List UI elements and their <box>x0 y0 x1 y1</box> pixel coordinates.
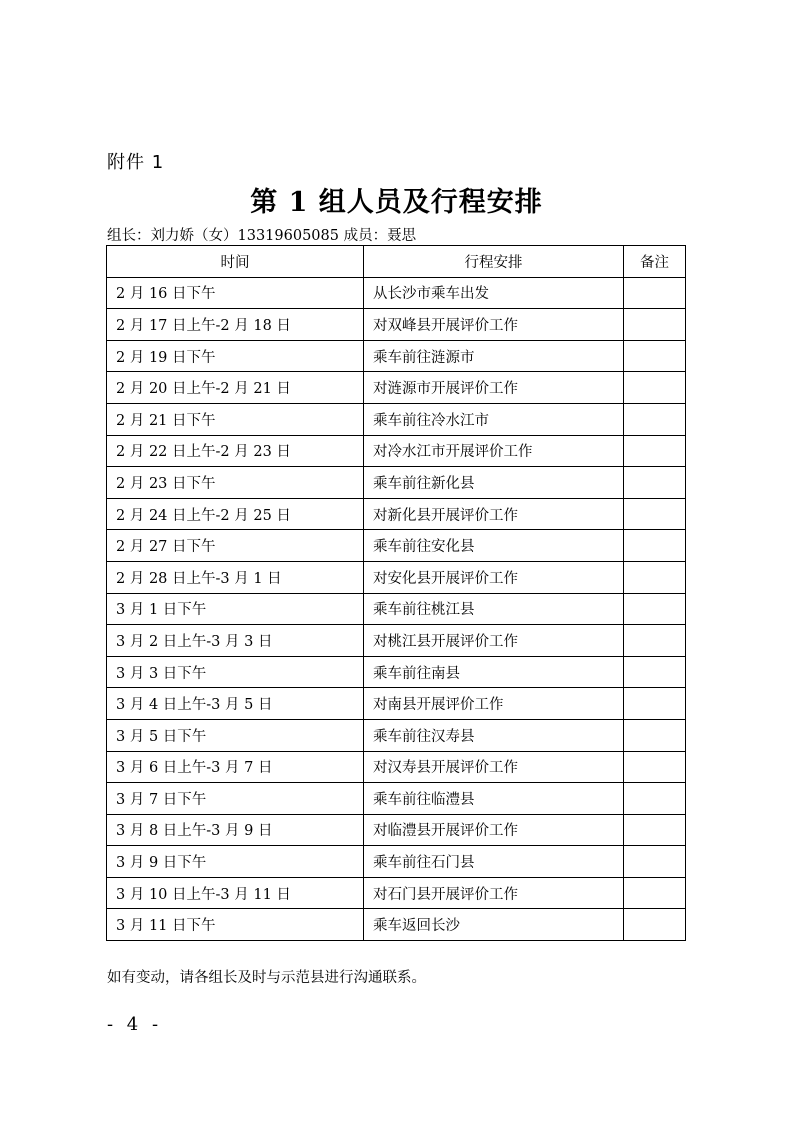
header-remarks: 备注 <box>624 246 686 278</box>
group-members-line: 组长：刘力娇（女）13319605085 成员：聂思 <box>107 228 417 244</box>
table-row <box>107 656 686 688</box>
cell-remarks <box>624 530 686 562</box>
cell-itinerary: 乘车前往汉寿县 <box>364 719 624 751</box>
cell-itinerary: 对桃江县开展评价工作 <box>364 625 624 657</box>
cell-remarks <box>624 846 686 878</box>
cell-itinerary: 对南县开展评价工作 <box>364 688 624 720</box>
cell-itinerary: 对冷水江市开展评价工作 <box>364 435 624 467</box>
cell-remarks <box>624 309 686 341</box>
header-time: 时间 <box>107 246 364 278</box>
attachment-label: 附件 1 <box>107 152 165 173</box>
table-row <box>107 625 686 657</box>
cell-time: 2 月 20 日上午-2 月 21 日 <box>107 372 364 404</box>
schedule-table <box>106 245 686 941</box>
cell-time: 3 月 1 日下午 <box>107 593 364 625</box>
cell-remarks <box>624 561 686 593</box>
table-header-row <box>107 246 686 278</box>
cell-time: 3 月 11 日下午 <box>107 909 364 941</box>
cell-remarks <box>624 688 686 720</box>
cell-remarks <box>624 593 686 625</box>
table-row <box>107 719 686 751</box>
footnote: 如有变动，请各组长及时与示范县进行沟通联系。 <box>107 970 426 986</box>
cell-remarks <box>624 467 686 499</box>
cell-itinerary: 乘车前往临澧县 <box>364 783 624 815</box>
cell-itinerary: 乘车前往桃江县 <box>364 593 624 625</box>
cell-time: 2 月 22 日上午-2 月 23 日 <box>107 435 364 467</box>
cell-itinerary: 乘车前往安化县 <box>364 530 624 562</box>
cell-time: 2 月 24 日上午-2 月 25 日 <box>107 498 364 530</box>
table-row <box>107 593 686 625</box>
cell-remarks <box>624 435 686 467</box>
cell-time: 3 月 2 日上午-3 月 3 日 <box>107 625 364 657</box>
cell-itinerary: 乘车前往新化县 <box>364 467 624 499</box>
cell-itinerary: 对涟源市开展评价工作 <box>364 372 624 404</box>
cell-itinerary: 从长沙市乘车出发 <box>364 277 624 309</box>
page-number: - 4 - <box>107 1014 163 1035</box>
cell-itinerary: 乘车前往南县 <box>364 656 624 688</box>
table-row <box>107 783 686 815</box>
cell-time: 3 月 7 日下午 <box>107 783 364 815</box>
table-row <box>107 530 686 562</box>
cell-remarks <box>624 751 686 783</box>
cell-itinerary: 乘车前往冷水江市 <box>364 403 624 435</box>
cell-remarks <box>624 783 686 815</box>
table-row <box>107 877 686 909</box>
cell-remarks <box>624 372 686 404</box>
table-row <box>107 435 686 467</box>
cell-remarks <box>624 277 686 309</box>
cell-itinerary: 乘车前往石门县 <box>364 846 624 878</box>
table-row <box>107 403 686 435</box>
cell-time: 3 月 6 日上午-3 月 7 日 <box>107 751 364 783</box>
cell-time: 2 月 23 日下午 <box>107 467 364 499</box>
cell-itinerary: 对石门县开展评价工作 <box>364 877 624 909</box>
table-row <box>107 277 686 309</box>
cell-remarks <box>624 814 686 846</box>
cell-itinerary: 对安化县开展评价工作 <box>364 561 624 593</box>
cell-time: 2 月 17 日上午-2 月 18 日 <box>107 309 364 341</box>
cell-time: 2 月 19 日下午 <box>107 340 364 372</box>
cell-itinerary: 对新化县开展评价工作 <box>364 498 624 530</box>
cell-itinerary: 对临澧县开展评价工作 <box>364 814 624 846</box>
cell-remarks <box>624 909 686 941</box>
header-itinerary: 行程安排 <box>364 246 624 278</box>
cell-time: 3 月 9 日下午 <box>107 846 364 878</box>
table-row <box>107 372 686 404</box>
cell-remarks <box>624 403 686 435</box>
cell-remarks <box>624 719 686 751</box>
table-row <box>107 688 686 720</box>
document-title: 第 1 组人员及行程安排 <box>250 187 543 218</box>
table-row <box>107 309 686 341</box>
table-row <box>107 467 686 499</box>
cell-time: 2 月 28 日上午-3 月 1 日 <box>107 561 364 593</box>
cell-remarks <box>624 656 686 688</box>
table-row <box>107 340 686 372</box>
cell-remarks <box>624 877 686 909</box>
table-row <box>107 909 686 941</box>
cell-itinerary: 对双峰县开展评价工作 <box>364 309 624 341</box>
table-row <box>107 561 686 593</box>
cell-itinerary: 对汉寿县开展评价工作 <box>364 751 624 783</box>
table-row <box>107 498 686 530</box>
cell-time: 2 月 16 日下午 <box>107 277 364 309</box>
table-row <box>107 846 686 878</box>
cell-time: 3 月 3 日下午 <box>107 656 364 688</box>
cell-time: 3 月 4 日上午-3 月 5 日 <box>107 688 364 720</box>
cell-time: 3 月 8 日上午-3 月 9 日 <box>107 814 364 846</box>
cell-time: 3 月 10 日上午-3 月 11 日 <box>107 877 364 909</box>
cell-time: 2 月 21 日下午 <box>107 403 364 435</box>
cell-remarks <box>624 340 686 372</box>
cell-remarks <box>624 625 686 657</box>
cell-remarks <box>624 498 686 530</box>
cell-itinerary: 乘车返回长沙 <box>364 909 624 941</box>
table-row <box>107 814 686 846</box>
table-row <box>107 751 686 783</box>
cell-time: 3 月 5 日下午 <box>107 719 364 751</box>
cell-itinerary: 乘车前往涟源市 <box>364 340 624 372</box>
cell-time: 2 月 27 日下午 <box>107 530 364 562</box>
